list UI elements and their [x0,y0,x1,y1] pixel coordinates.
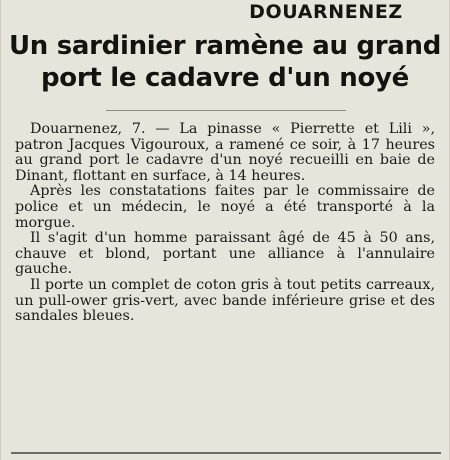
article-body [15,122,435,325]
headline-line-1: Un sardinier ramène au grand [8,31,442,61]
dateline: DOUARNENEZ [249,1,403,23]
bottom-rule [11,452,441,454]
article-paragraph: Il porte un complet de coton gris à tout petits carreaux, un pull-ower gris-vert, avec bande inférieure grise et des sandales bleues. [15,276,435,325]
headline [7,30,443,94]
article-paragraph: Il s'agit d'un homme paraissant âgé de 45 à 50 ans, chauve et blond, portant une alliance à l'annulaire gauche. [15,230,435,278]
article-paragraph: Après les constatations faites par le commissaire de police et un médecin, le noyé a été transporté à la morgue. [15,183,435,231]
article-paragraph: Douarnenez, 7. — La pinasse « Pierrette et Lili », patron Jacques Vigouroux, a ramené ce soir, à 17 heures au grand port le cadavre d'un noyé recueilli en baie de Dinant, flottant en surface, à 14 heures. [15,121,435,184]
headline-rule [106,110,346,111]
headline-line-2: port le cadavre d'un noyé [40,63,410,93]
